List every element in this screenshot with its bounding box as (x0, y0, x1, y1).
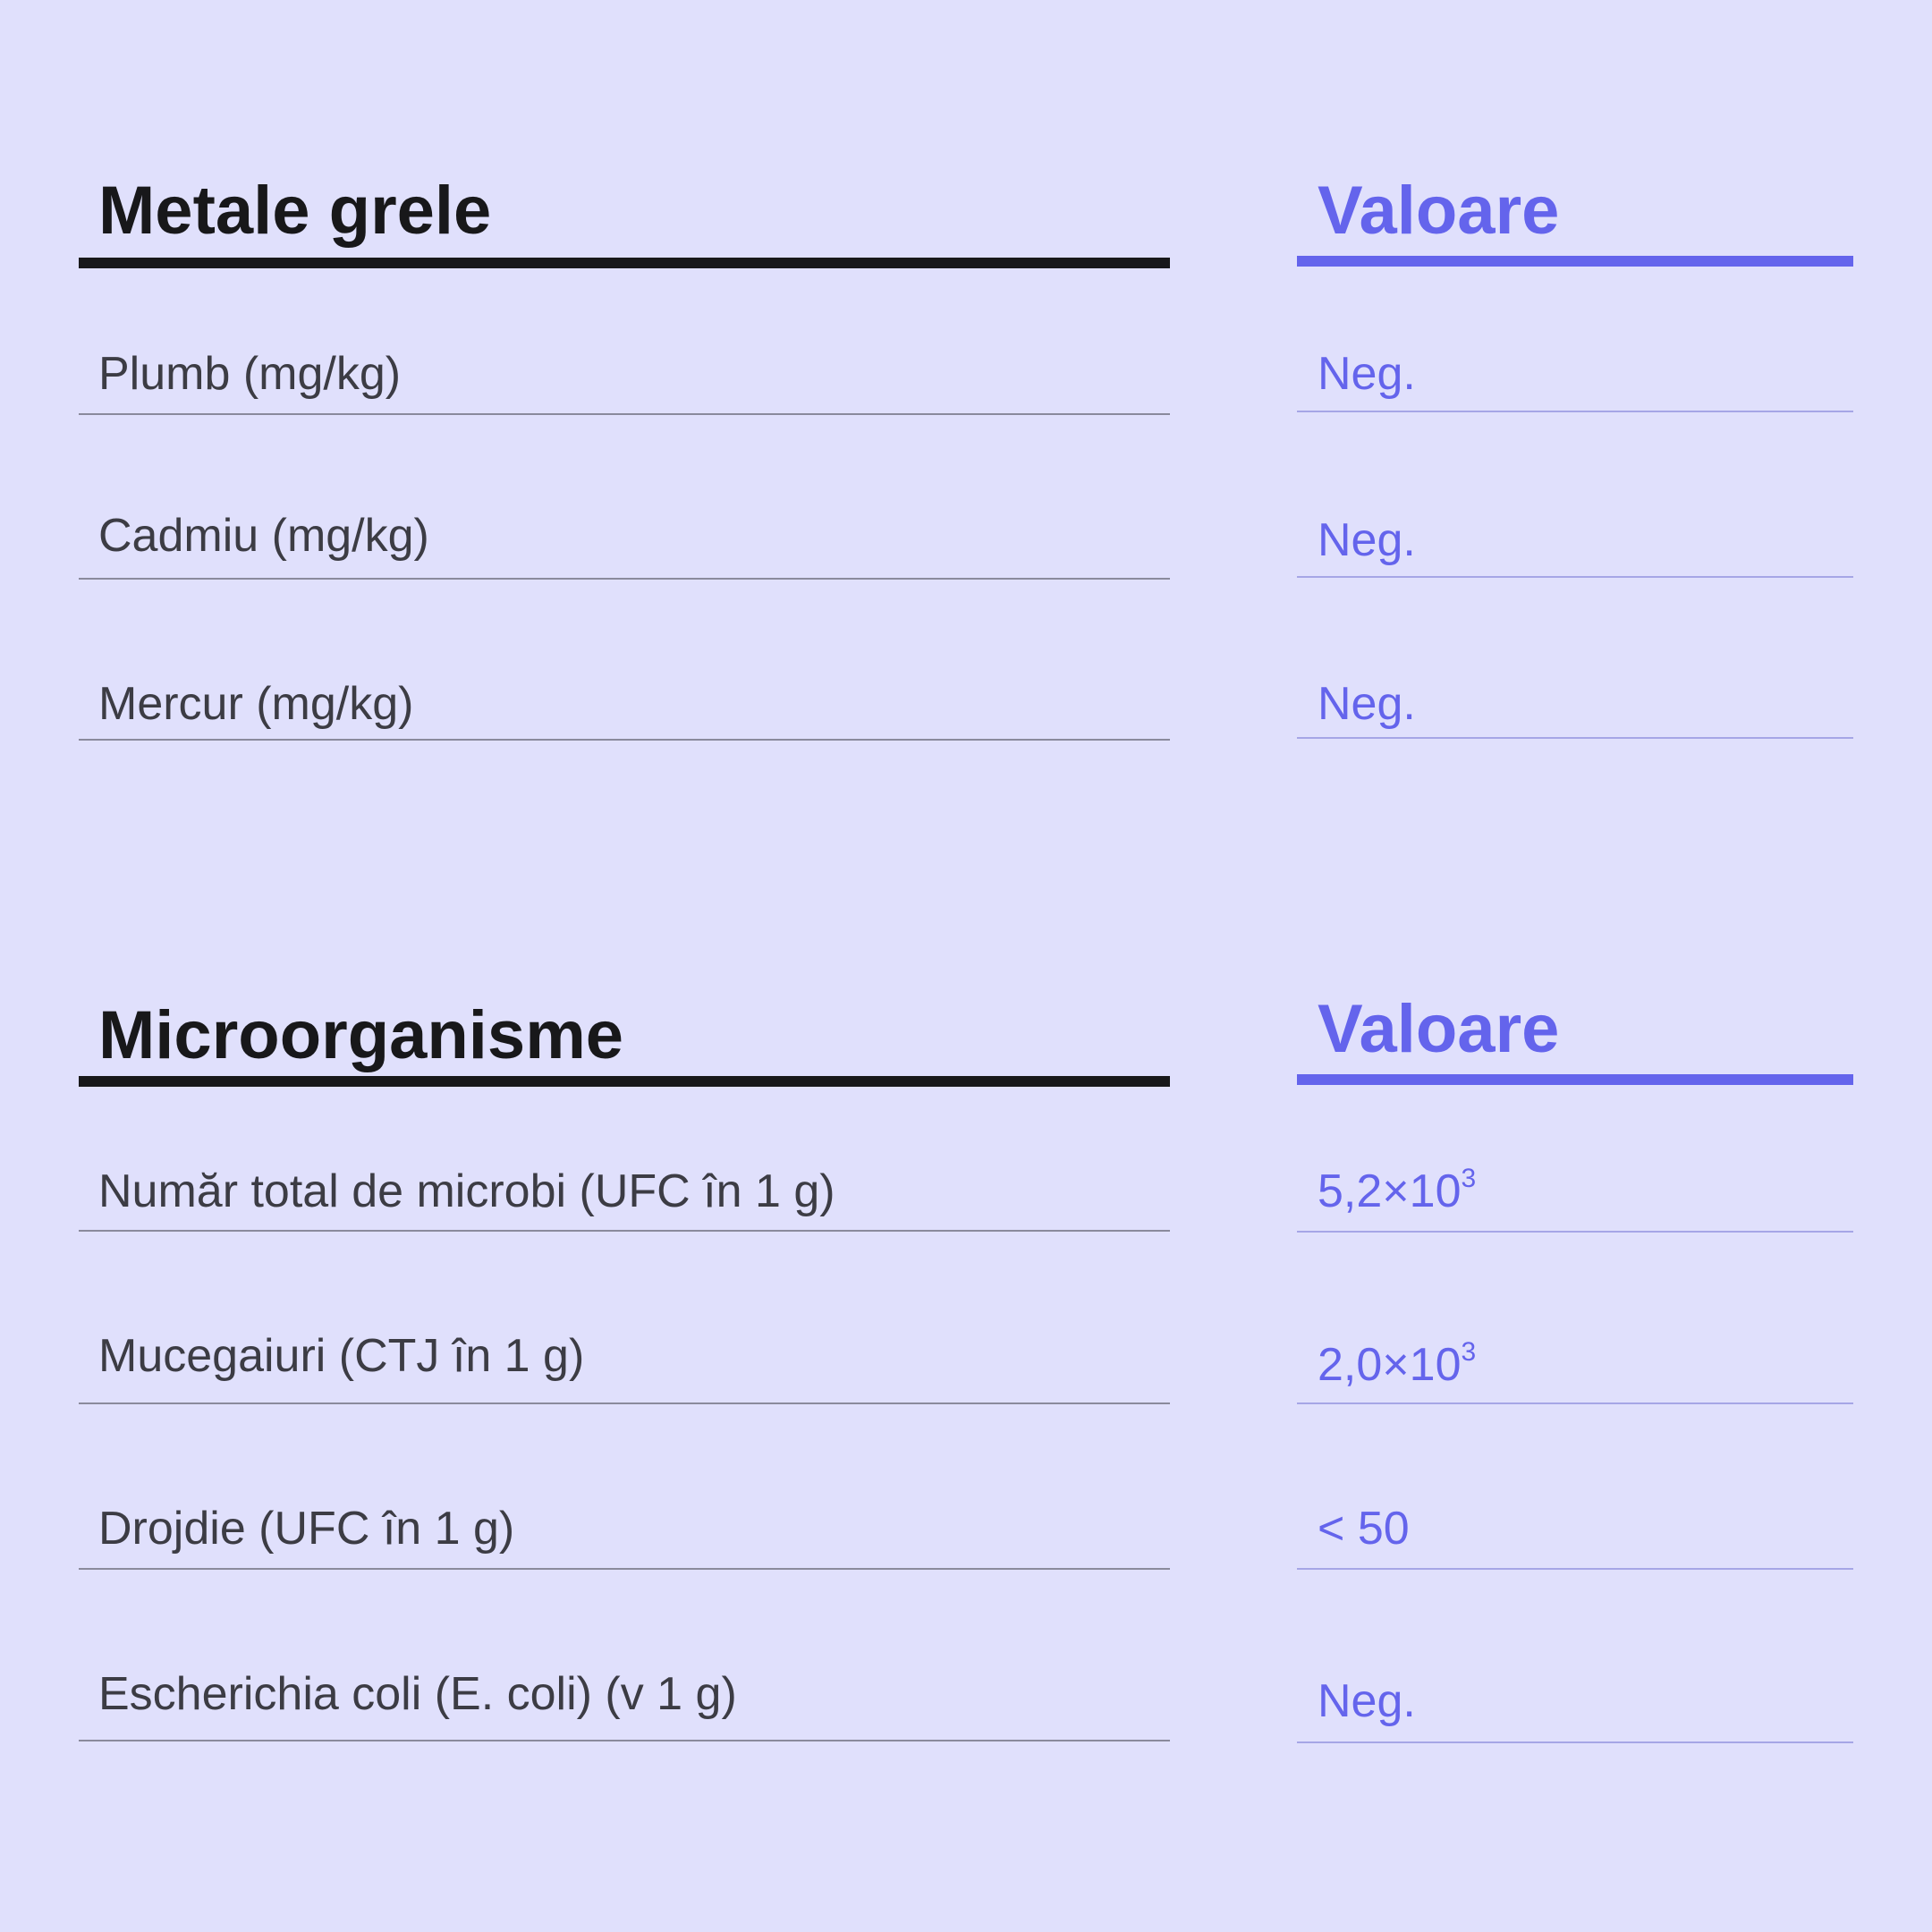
row-divider (79, 1230, 1170, 1232)
row-label-mercury: Mercur (mg/kg) (98, 678, 414, 730)
row-value-divider (1297, 411, 1853, 412)
exponent: 3 (1461, 1164, 1477, 1193)
microorganisms-value-header: Valoare (1318, 991, 1560, 1067)
row-divider (79, 739, 1170, 741)
row-value-total-microbes: $5,2\times 10^3$ (1318, 1164, 1477, 1217)
row-label-yeast: Drojdie (UFC în 1 g) (98, 1503, 515, 1555)
row-value-cadmium: Neg. (1318, 514, 1416, 566)
microorganisms-value-rule (1297, 1074, 1853, 1085)
row-label-total-microbes: Număr total de microbi (UFC în 1 g) (98, 1165, 835, 1217)
row-divider (79, 413, 1170, 415)
row-value-divider (1297, 1741, 1853, 1743)
row-value-mercury: Neg. (1318, 678, 1416, 730)
row-divider (79, 1740, 1170, 1741)
exponent: 3 (1461, 1337, 1477, 1367)
row-divider (79, 578, 1170, 580)
row-value-molds: $2,0\times 10^3$ (1318, 1337, 1477, 1391)
row-value-lead: Neg. (1318, 348, 1416, 400)
row-divider (79, 1568, 1170, 1570)
row-label-cadmium: Cadmiu (mg/kg) (98, 510, 429, 562)
row-divider (79, 1402, 1170, 1404)
row-label-lead: Plumb (mg/kg) (98, 348, 402, 400)
row-value-divider (1297, 576, 1853, 578)
row-value-divider (1297, 1231, 1853, 1233)
heavy-metals-title-rule (79, 258, 1170, 268)
microorganisms-title-rule (79, 1076, 1170, 1087)
row-value-yeast: < 50 (1318, 1503, 1410, 1555)
row-value-e-coli: Neg. (1318, 1675, 1416, 1727)
heavy-metals-value-header: Valoare (1318, 173, 1560, 249)
row-value-divider (1297, 737, 1853, 739)
row-label-molds: Mucegaiuri (CTJ în 1 g) (98, 1330, 585, 1382)
row-value-divider (1297, 1568, 1853, 1570)
heavy-metals-title: Metale grele (98, 173, 492, 249)
microorganisms-title: Microorganisme (98, 997, 624, 1073)
heavy-metals-value-rule (1297, 256, 1853, 267)
row-value-divider (1297, 1402, 1853, 1404)
row-label-e-coli: Escherichia coli (E. coli) (v 1 g) (98, 1668, 737, 1720)
